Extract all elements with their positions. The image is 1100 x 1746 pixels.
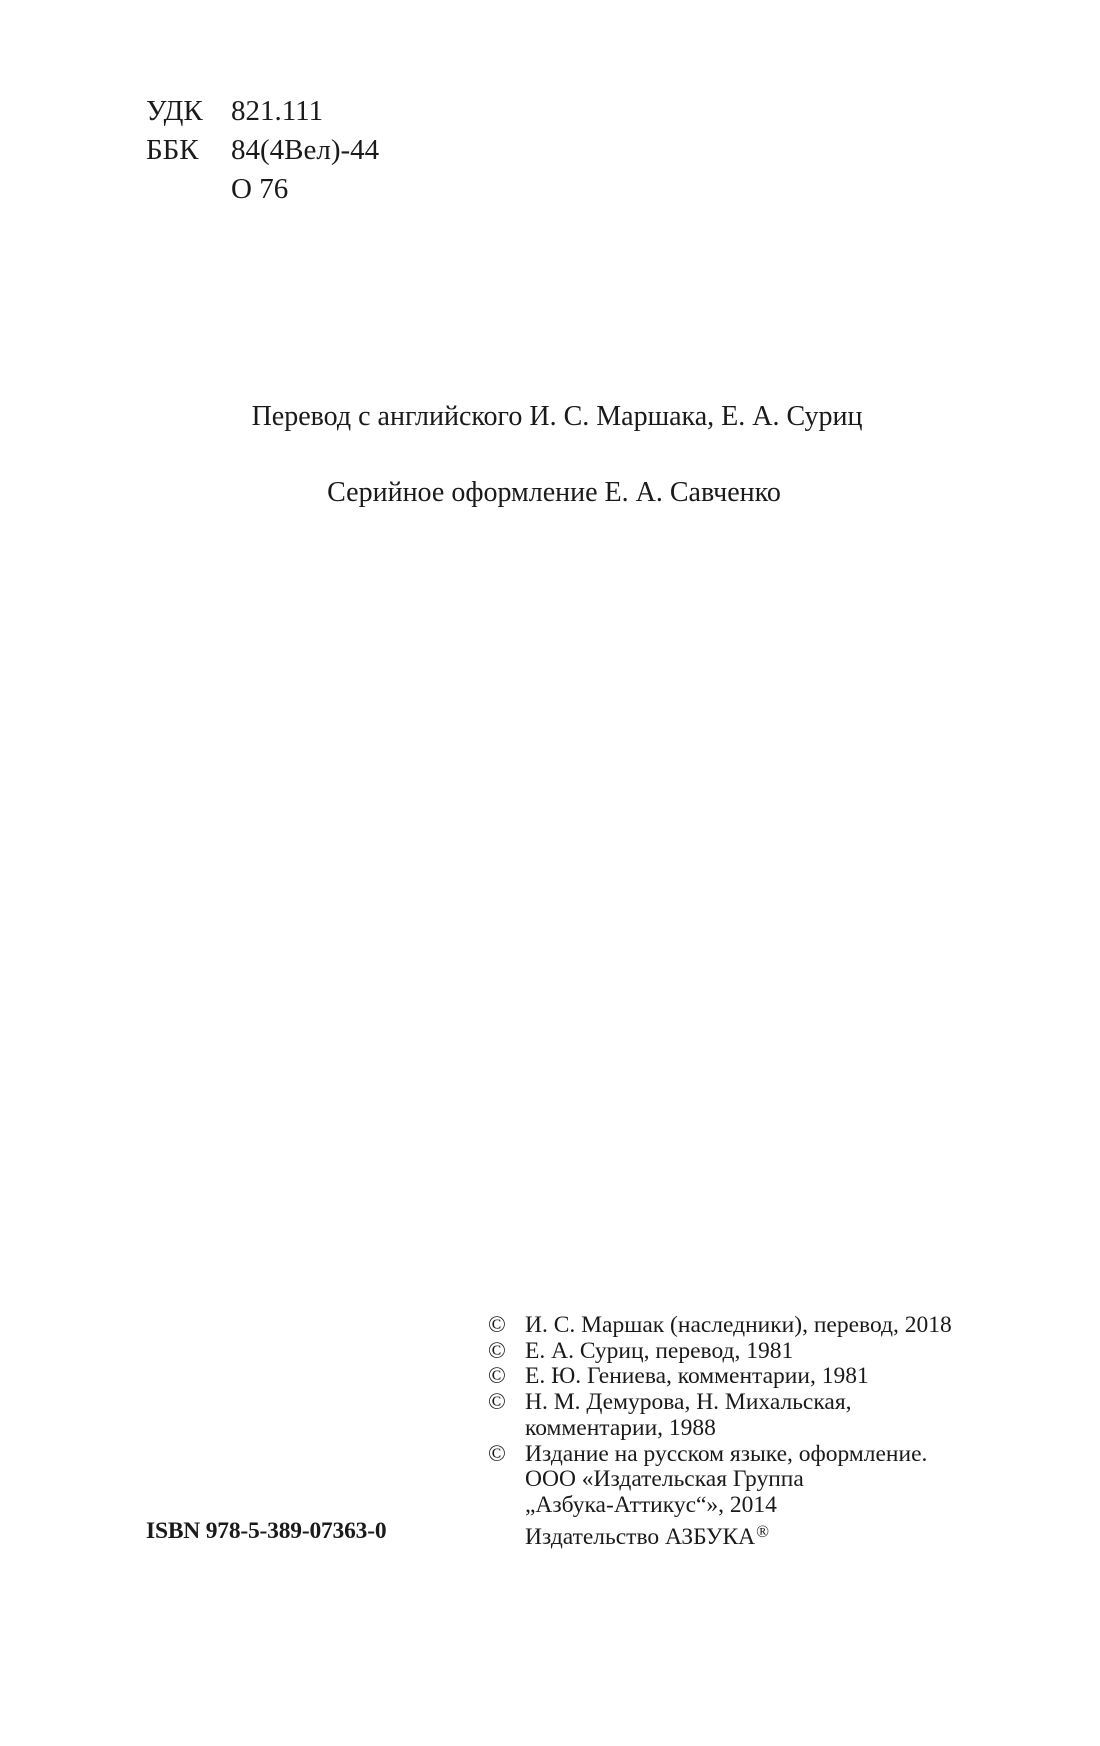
copyright-line: Издание на русском языке, оформление. — [525, 1440, 928, 1467]
author-mark: О 76 — [231, 173, 289, 205]
copyright-entry — [488, 1442, 952, 1551]
copyright-symbol: © — [488, 1337, 506, 1364]
udk-label: УДК — [146, 95, 203, 127]
copyright-entry — [488, 1364, 952, 1390]
copyright-entry — [488, 1313, 952, 1339]
copyright-line: Н. М. Демурова, Н. Михальская, — [525, 1389, 852, 1416]
classification-block — [146, 92, 379, 209]
translation-credit: Перевод с английского И. С. Маршака, Е. А. Суриц — [251, 401, 863, 432]
copyright-line: комментарии, 1988 — [525, 1414, 716, 1441]
copyright-line: Е. Ю. Гениева, комментарии, 1981 — [525, 1363, 869, 1390]
publisher-name: Издательство АЗБУКА — [525, 1523, 756, 1550]
copyright-symbol: © — [488, 1312, 506, 1338]
bbk-value: 84(4Вел)-44 — [231, 134, 380, 166]
udk-row — [146, 92, 379, 131]
bbk-row — [146, 131, 379, 170]
copyright-line: Е. А. Суриц, перевод, 1981 — [525, 1337, 794, 1364]
copyright-line: ООО «Издательская Группа — [525, 1466, 804, 1493]
copyright-entry — [488, 1390, 952, 1441]
copyright-line: И. С. Маршак (наследники), перевод, 2018 — [525, 1312, 952, 1338]
publisher-line — [525, 1519, 952, 1551]
copyright-symbol: © — [488, 1389, 506, 1416]
copyright-symbol: © — [488, 1363, 506, 1390]
udk-value: 821.111 — [231, 95, 324, 127]
design-credit: Серийное оформление Е. А. Савченко — [327, 477, 781, 508]
copyright-entry — [488, 1339, 952, 1365]
copyright-symbol: © — [488, 1440, 506, 1467]
bbk-label: ББК — [146, 134, 199, 166]
author-mark-row — [146, 170, 379, 209]
registered-mark: ® — [756, 1521, 770, 1541]
copyright-line: „Азбука-Аттикус“», 2014 — [525, 1491, 777, 1518]
isbn: ISBN 978-5-389-07363-0 — [146, 1518, 387, 1544]
copyright-list — [488, 1313, 952, 1550]
